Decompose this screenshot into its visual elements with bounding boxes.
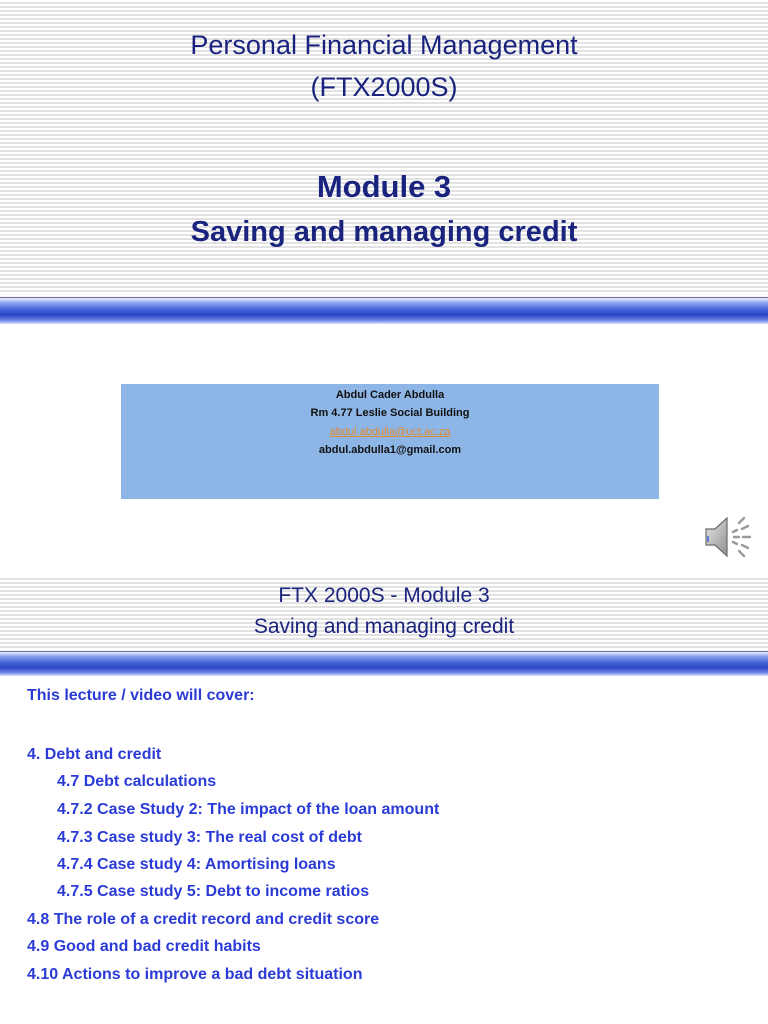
contact-room: Rm 4.77 Leslie Social Building [310,407,470,419]
speaker-icon[interactable] [702,512,756,562]
slide2-subtitle: Saving and managing credit [253,615,515,638]
list-item: 4.7.5 Case study 5: Debt to income ratios [57,883,370,900]
contact-box [121,384,659,499]
list-item: 4.8 The role of a credit record and credit score [27,911,380,928]
course-code: (FTX2000S) [310,72,458,102]
list-item: 4. Debt and credit [27,746,162,763]
module-title: Saving and managing credit [190,216,578,248]
list-item: 4.10 Actions to improve a bad debt situation [27,966,363,983]
list-item: 4.7.4 Case study 4: Amortising loans [57,856,336,873]
contact-name: Abdul Cader Abdulla [335,389,445,401]
list-item: 4.7 Debt calculations [57,773,217,790]
list-item: 4.7.3 Case study 3: The real cost of debt [57,829,362,846]
intro-text: This lecture / video will cover: [27,687,255,704]
contact-email-secondary: abdul.abdulla1@gmail.com [318,444,462,456]
list-item: 4.7.2 Case Study 2: The impact of the loan amount [57,801,440,818]
module-label: Module 3 [316,169,452,204]
list-item: 4.9 Good and bad credit habits [27,938,261,955]
slide2-title: FTX 2000S - Module 3 [278,584,490,607]
contact-email-link[interactable]: abdul.abdulla@uct.ac.za [329,426,451,438]
course-title: Personal Financial Management [190,30,578,60]
slide2-divider-band [0,648,768,676]
slide1-divider-band [0,294,768,324]
